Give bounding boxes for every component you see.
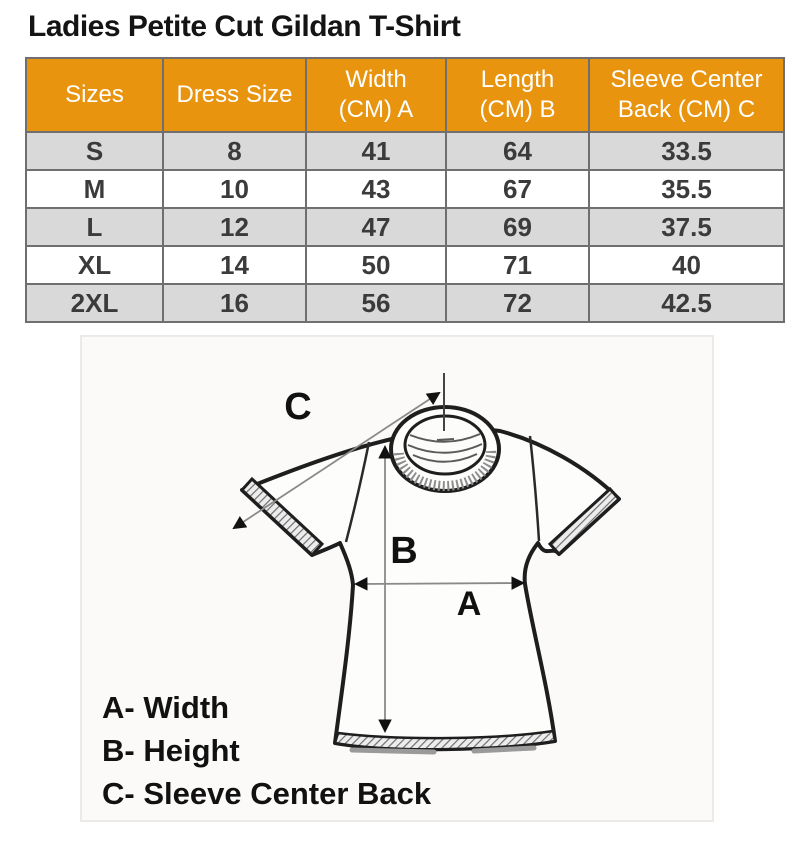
- table-row-s: [26, 132, 784, 170]
- header-text: Dress Size: [176, 81, 293, 108]
- size-cell: 2XL: [26, 284, 163, 322]
- header-text: Length: [480, 66, 555, 93]
- header-text: Width: [345, 66, 407, 93]
- width-cell: 47: [306, 208, 446, 246]
- header-text: Sizes: [65, 81, 124, 108]
- width-cell: 43: [306, 170, 446, 208]
- header-sleeve-center-back: [589, 58, 784, 132]
- width-cell: 41: [306, 132, 446, 170]
- width-cell: 50: [306, 246, 446, 284]
- table-row-l: [26, 208, 784, 246]
- header-dress-size: [163, 58, 306, 132]
- dress-size-cell: 10: [163, 170, 306, 208]
- table-row-m: [26, 170, 784, 208]
- legend-a-width: A- Width: [102, 690, 230, 725]
- label-a: A: [456, 585, 482, 623]
- length-cell: 67: [446, 170, 589, 208]
- size-table: [25, 57, 785, 323]
- header-text: (CM) B: [479, 96, 556, 123]
- size-cell: M: [26, 170, 163, 208]
- legend-c-sleeve-center-back: C- Sleeve Center Back: [102, 776, 432, 811]
- sleeve-cell: 33.5: [589, 132, 784, 170]
- sleeve-cell: 37.5: [589, 208, 784, 246]
- header-row: [26, 58, 784, 132]
- size-cell: L: [26, 208, 163, 246]
- page-title: Ladies Petite Cut Gildan T-Shirt: [28, 10, 461, 43]
- dress-size-cell: 12: [163, 208, 306, 246]
- dress-size-cell: 14: [163, 246, 306, 284]
- label-b: B: [390, 530, 418, 572]
- size-cell: XL: [26, 246, 163, 284]
- label-c: C: [284, 386, 312, 428]
- header-text: (CM) A: [338, 96, 414, 123]
- tshirt-measurement-svg: [82, 337, 712, 820]
- size-table-body: [26, 132, 784, 322]
- dress-size-cell: 16: [163, 284, 306, 322]
- header-text: Sleeve Center: [610, 66, 763, 93]
- header-text: Back (CM) C: [617, 96, 756, 123]
- length-cell: 72: [446, 284, 589, 322]
- legend-b-height: B- Height: [102, 733, 240, 768]
- length-cell: 71: [446, 246, 589, 284]
- length-cell: 64: [446, 132, 589, 170]
- width-cell: 56: [306, 284, 446, 322]
- header-sizes: [26, 58, 163, 132]
- table-row-xl: [26, 246, 784, 284]
- sleeve-cell: 42.5: [589, 284, 784, 322]
- sleeve-cell: 40: [589, 246, 784, 284]
- table-row-2xl: [26, 284, 784, 322]
- size-table-header: [26, 58, 784, 132]
- dress-size-cell: 8: [163, 132, 306, 170]
- measure-a-arrow: [356, 583, 523, 584]
- sleeve-cell: 35.5: [589, 170, 784, 208]
- header-length: [446, 58, 589, 132]
- length-cell: 69: [446, 208, 589, 246]
- size-cell: S: [26, 132, 163, 170]
- header-width: [306, 58, 446, 132]
- measurement-diagram: [80, 335, 714, 822]
